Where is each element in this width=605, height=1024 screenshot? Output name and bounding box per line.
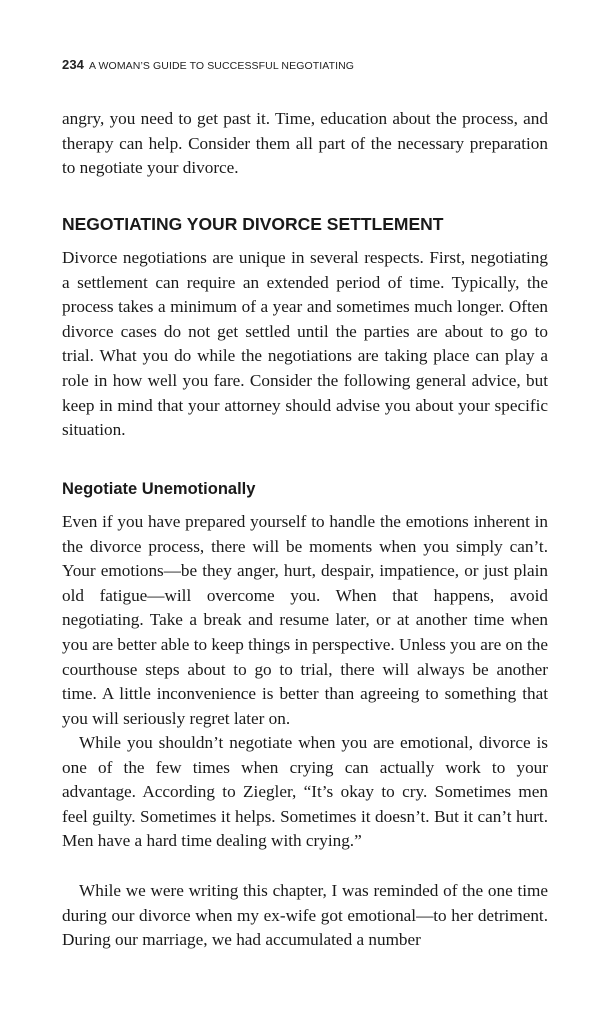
page-number: 234 bbox=[62, 57, 84, 72]
paragraph-continuation: angry, you need to get past it. Time, education about the process, and therapy can help. Consider them all part of the necessary preparation to negotiate your divorce. bbox=[62, 109, 548, 178]
book-title: A WOMAN’S GUIDE TO SUCCESSFUL NEGOTIATING bbox=[89, 60, 355, 72]
paragraph-unemotional-3: While we were writing this chapter, I was reminded of the one time during our divorce when my ex-wife got emotional—to her detriment. During our marriage, we had accumulated a number bbox=[62, 881, 548, 950]
subsection-heading: Negotiate Unemotionally bbox=[62, 480, 256, 498]
paragraph-settlement-intro: Divorce negotiations are unique in several respects. First, negotiating a settlement can require an extended period of time. Typically, the process takes a minimum of a year and sometimes much longer. Often divorce cases do not get settled until the parties are about to go to trial. What you do while the negotiations are taking place can play a role in how well you fare. Consider the following general advice, but keep in mind that your attorney should advise you about your specific situation. bbox=[62, 248, 548, 440]
book-page bbox=[62, 0, 548, 1024]
running-header bbox=[62, 57, 354, 72]
paragraph-unemotional-2: While you shouldn’t negotiate when you are emotional, divorce is one of the few times when crying can actually work to your advantage. According to Ziegler, “It’s okay to cry. Sometimes men feel guilty. Sometimes it helps. Sometimes it doesn’t. But it can’t hurt. Men have a hard time dealing with crying.” bbox=[62, 733, 548, 851]
paragraph-unemotional-1: Even if you have prepared yourself to handle the emotions inherent in the divorce process, there will be moments when you simply can’t. Your emotions—be they anger, hurt, despair, impatience, or just plain old fatigue—will overcome you. When that happens, avoid negotiating. Take a break and resume later, or at another time when you are better able to keep things in perspective. Unless you are on the courthouse steps about to go to trial, there will always be another time. A little inconvenience is better than agreeing to something that you will seriously regret later on. bbox=[62, 512, 548, 728]
section-heading: NEGOTIATING YOUR DIVORCE SETTLEMENT bbox=[62, 214, 444, 234]
